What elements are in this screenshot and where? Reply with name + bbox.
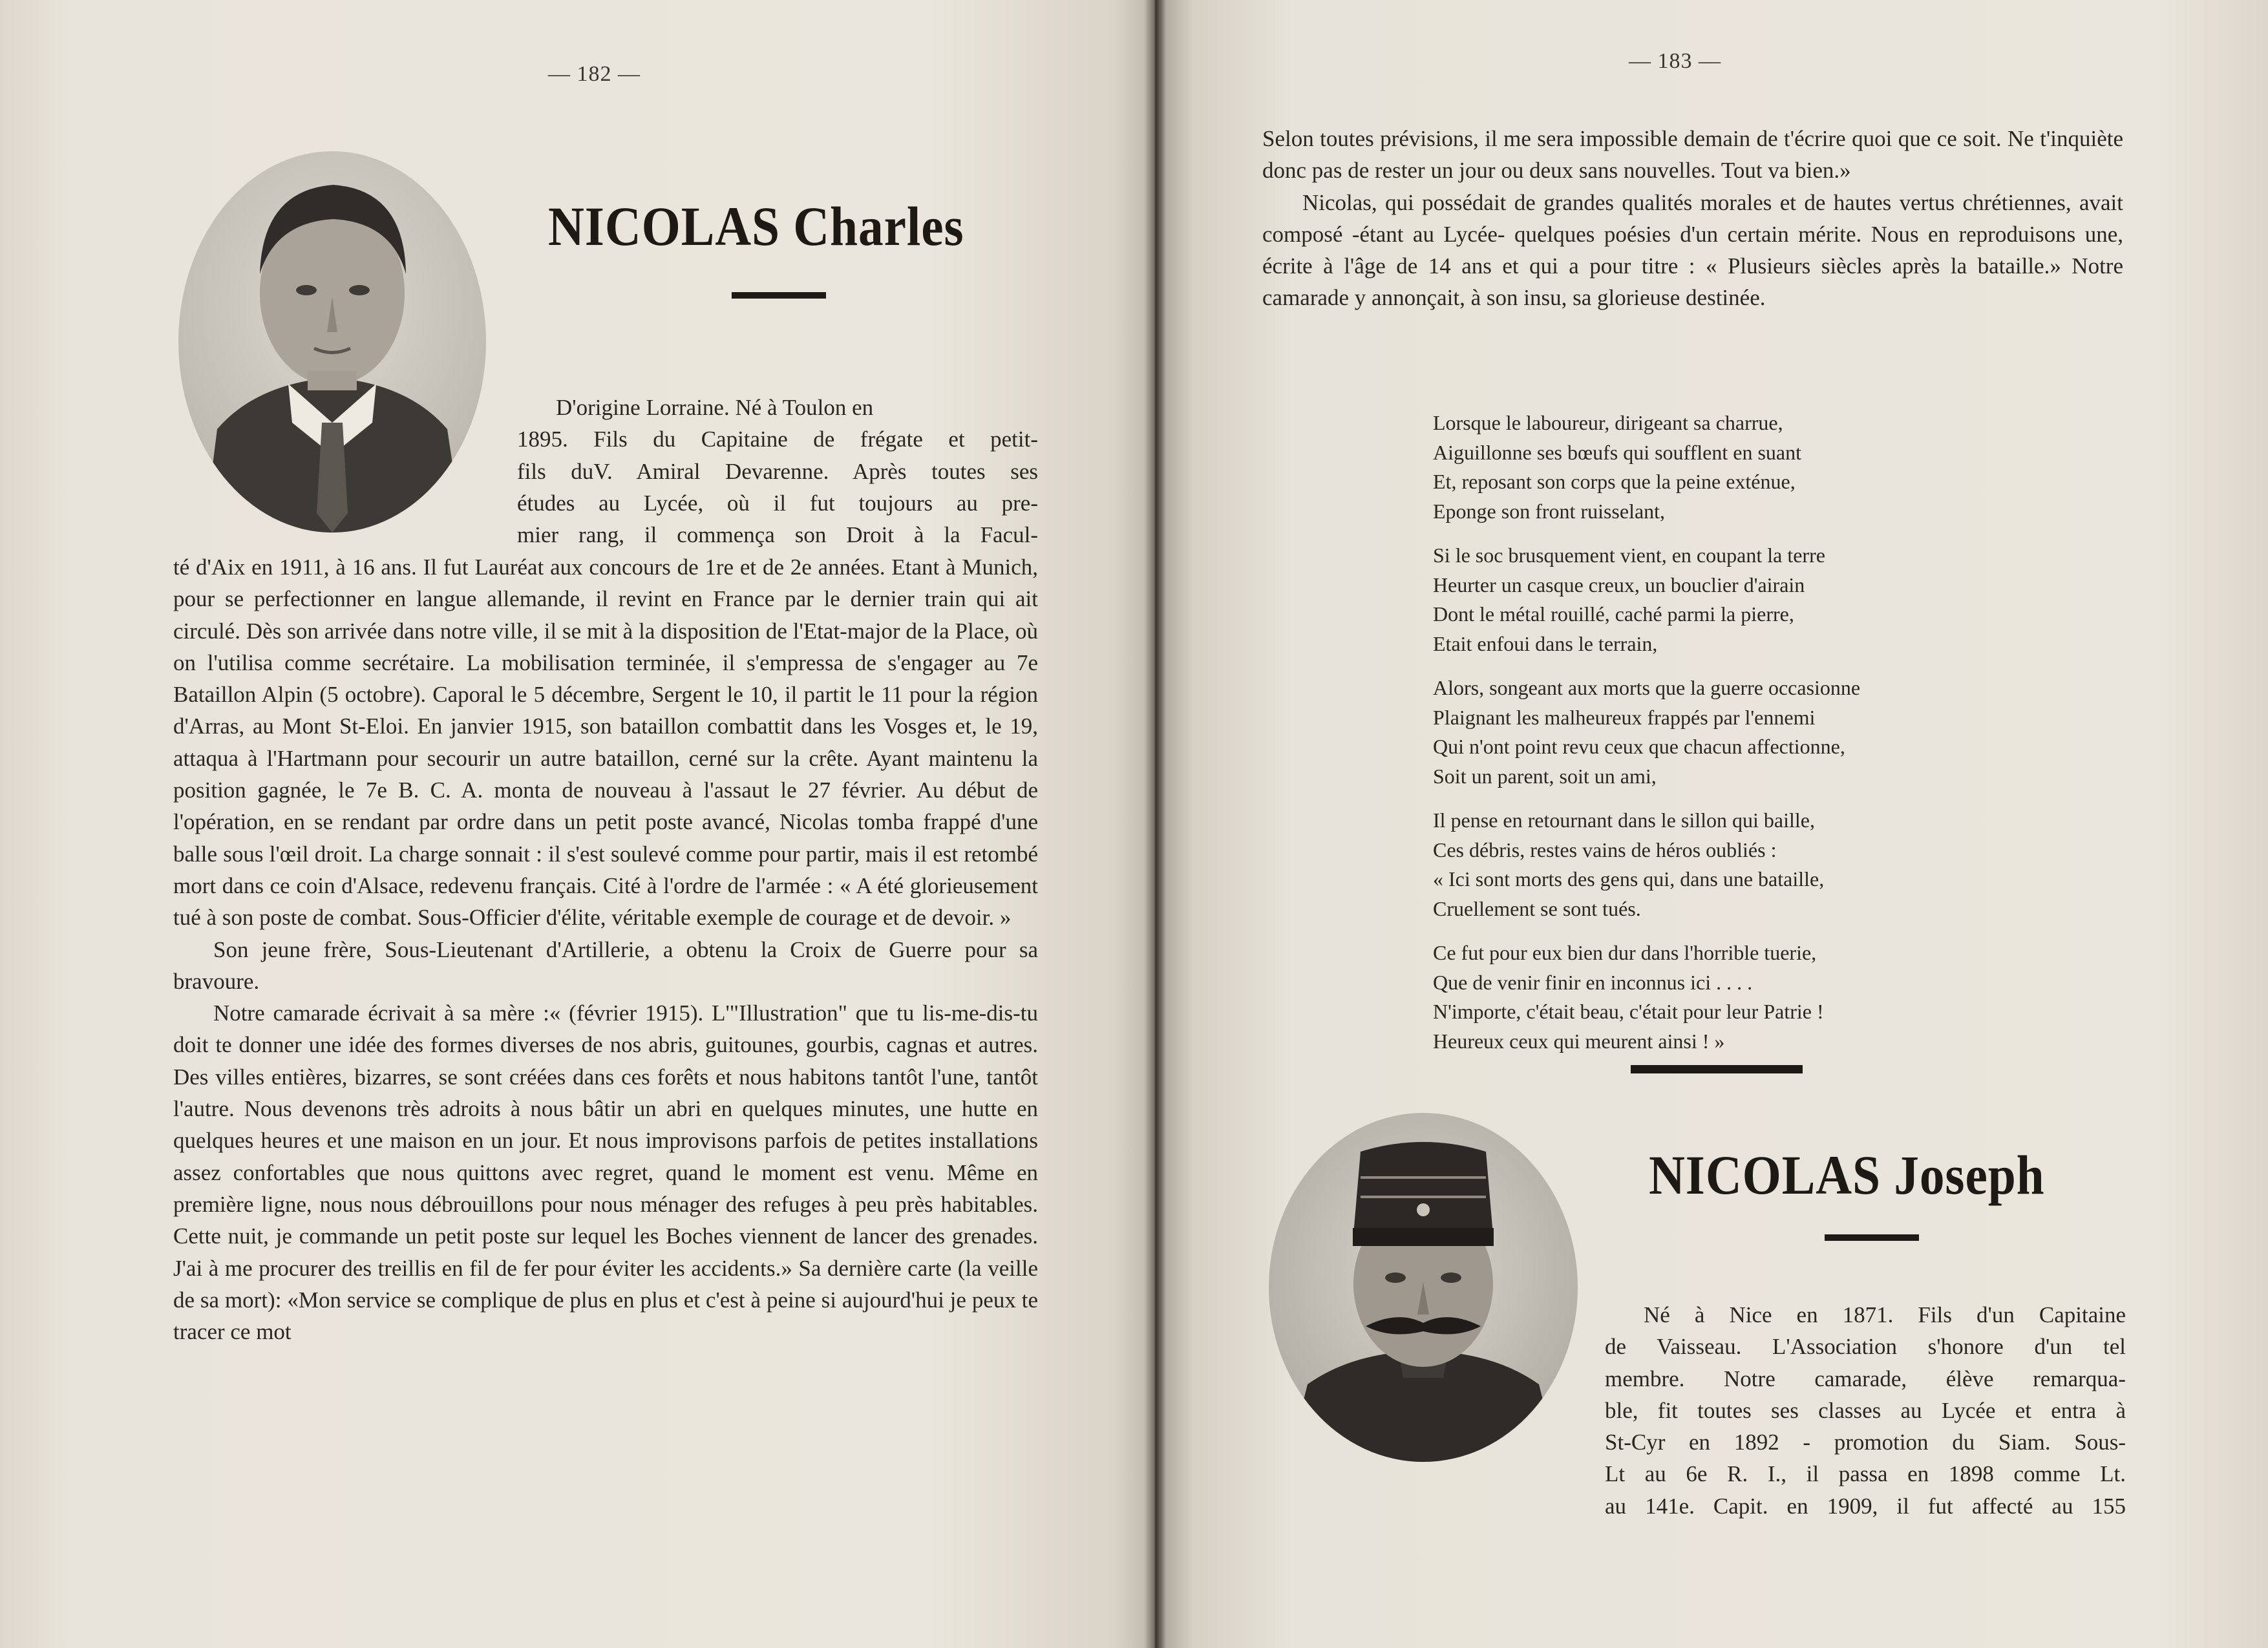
- poem-stanza: [1433, 541, 1860, 659]
- text-line: au 141e. Capit. en 1909, il fut affecté au 155: [1605, 1493, 2126, 1519]
- page-number: — 183 —: [1629, 49, 1721, 73]
- poem-stanza: [1433, 408, 1860, 526]
- paragraph-poetry-intro: Nicolas, qui possédait de grandes qualités morales et de hautes vertus chrétiennes, avait composé -étant au Lycée- quelques poésies d'un certain mérite. Nous en reproduisons une, écrite à l'âge de 14 ans et qui a pour titre : « Plusieurs siècles après la bataille.» Notre camarade y annonçait, à son insu, sa glorieuse destinée.: [1262, 189, 2123, 311]
- title-rule: [732, 292, 826, 299]
- section-divider: [1631, 1065, 1803, 1073]
- poem-line: Etait enfoui dans le terrain,: [1433, 631, 1658, 655]
- book-gutter: [1144, 0, 1166, 1648]
- poem-line: Soit un parent, soit un ami,: [1433, 764, 1657, 788]
- body-text-continued: [1262, 123, 2123, 314]
- bio-text-joseph: [1605, 1299, 2126, 1522]
- paragraph-biography: té d'Aix en 1911, à 16 ans. Il fut Lauréat aux concours de 1re et de 2e années. Etant à Munich, pour se perfectionner en langue allemande, il revint en France par le dernier train qui ait circulé. Dès son arrivée dans notre ville, il se mit à la disposition de l'Etat-major de la Place, où on l'utilisa comme secrétaire. La mobilisation terminée, il s'empressa de s'engager au 7e Bataillon Alpin (5 octobre). Caporal le 5 décembre, Sergent le 10, il partit le 11 pour la région d'Arras, au Mont St-Eloi. En janvier 1915, son bataillon combattit dans les Vosges et, le 19, attaqua à l'Hartmann pour secourir un autre bataillon, cerné sur la crête. Ayant maintenu la position gagnée, le 7e B. C. A. monta de nouveau à l'assaut le 27 février. Au début de l'opération, en se rendant par ordre dans un petit poste avancé, Nicolas tomba frappé d'une balle sous l'œil droit. La charge sonnait : il s'est soulevé comme pour partir, mais il est retombé mort dans ce coin d'Alsace, redevenu français. Cité à l'ordre de l'armée : « A été glorieusement tué à son poste de combat. Sous-Officier d'élite, véritable exemple de courage et de devoir. »: [173, 555, 1038, 931]
- poem-line: Aiguillonne ses bœufs qui soufflent en suant: [1433, 440, 1802, 464]
- poem-stanza: [1433, 806, 1860, 924]
- poem: [1433, 408, 1860, 1071]
- poem-line: Dont le métal rouillé, caché parmi la pierre,: [1433, 602, 1794, 626]
- intro-text-charles: [517, 392, 1038, 551]
- text-line: 1895. Fils du Capitaine de frégate et petit-: [517, 427, 1038, 452]
- paragraph-letter: Notre camarade écrivait à sa mère :« (février 1915). L'"Illustration" que tu lis-me-dis-tu doit te donner une idée des formes diverses de nos abris, guitounes, gourbis, cagnas et autres. Des villes entières, bizarres, se sont créées dans ces forêts et nous habitons tantôt l'une, tantôt l'autre. Nous devenons très adroits à nous bâtir un abri en quelques minutes, une hutte en quelques heures et une maison en un jour. Et nous improvisons parfois de petites installations assez confortables que nous quittons avec regret, quand le moment est venu. Même en première ligne, nous nous débrouillons pour nous ménager des refuges à peu près habitables. Cette nuit, je commande un petit poste sur lequel les Boches viennent de lancer des grenades. J'ai à me procurer des treillis en fil de fer pour éviter les accidents.» Sa dernière carte (la veille de sa mort): «Mon service se complique de plus en plus et c'est à peine si aujourd'hui je peux te tracer ce mot: [173, 1000, 1038, 1345]
- body-text-charles: [173, 551, 1038, 1347]
- right-page: [1160, 0, 2268, 1648]
- person-name-joseph: NICOLAS Joseph: [1649, 1144, 2045, 1206]
- poem-line: Heurter un casque creux, un bouclier d'airain: [1433, 573, 1805, 597]
- text-line: mier rang, il commença son Droit à la Facul-: [517, 522, 1038, 548]
- text-line: D'origine Lorraine. Né à Toulon en: [556, 395, 874, 420]
- text-line: St-Cyr en 1892 - promotion du Siam. Sous-: [1605, 1430, 2126, 1455]
- poem-line: Plaignant les malheureux frappés par l'ennemi: [1433, 705, 1816, 729]
- portrait-charles: [178, 151, 486, 533]
- text-line: Né à Nice en 1871. Fils d'un Capitaine: [1644, 1302, 2126, 1327]
- portrait-joseph-image: [1269, 1113, 1578, 1462]
- poem-line: Eponge son front ruisselant,: [1433, 499, 1666, 523]
- poem-stanza: [1433, 673, 1860, 791]
- poem-line: Lorsque le laboureur, dirigeant sa charrue,: [1433, 411, 1783, 434]
- poem-line: Cruellement se sont tués.: [1433, 896, 1641, 920]
- poem-stanza: [1433, 938, 1860, 1056]
- paragraph-letter-end: Selon toutes prévisions, il me sera impossible demain de t'écrire quoi que ce soit. Ne t'inquiète donc pas de rester un jour ou deux sans nouvelles. Tout va bien.»: [1262, 126, 2123, 184]
- person-name-charles: NICOLAS Charles: [548, 195, 964, 257]
- title-rule: [1825, 1234, 1919, 1241]
- poem-line: « Ici sont morts des gens qui, dans une bataille,: [1433, 867, 1825, 891]
- poem-line: Alors, songeant aux morts que la guerre occasionne: [1433, 676, 1861, 699]
- poem-line: Qui n'ont point revu ceux que chacun affectionne,: [1433, 735, 1845, 758]
- poem-line: Il pense en retournant dans le sillon qui baille,: [1433, 808, 1815, 832]
- portrait-joseph: [1269, 1113, 1578, 1462]
- poem-line: Ces débris, restes vains de héros oubliés :: [1433, 838, 1777, 861]
- poem-line: Que de venir finir en inconnus ici . . . .: [1433, 970, 1753, 994]
- poem-line: N'importe, c'était beau, c'était pour leur Patrie !: [1433, 1000, 1824, 1023]
- poem-line: Ce fut pour eux bien dur dans l'horrible tuerie,: [1433, 941, 1817, 964]
- text-line: études au Lycée, où il fut toujours au pre-: [517, 490, 1038, 516]
- text-line: membre. Notre camarade, élève remarqua-: [1605, 1366, 2126, 1391]
- text-line: de Vaisseau. L'Association s'honore d'un tel: [1605, 1334, 2126, 1360]
- poem-line: Heureux ceux qui meurent ainsi ! »: [1433, 1029, 1725, 1053]
- paragraph-brother: Son jeune frère, Sous-Lieutenant d'Artillerie, a obtenu la Croix de Guerre pour sa bravoure.: [173, 936, 1038, 994]
- page-number: — 182 —: [548, 62, 641, 86]
- poem-line: Et, reposant son corps que la peine exténue,: [1433, 470, 1796, 493]
- portrait-charles-image: [178, 151, 486, 533]
- text-line: Lt au 6e R. I., il passa en 1898 comme Lt.: [1605, 1461, 2126, 1487]
- poem-line: Si le soc brusquement vient, en coupant la terre: [1433, 544, 1825, 567]
- text-line: ble, fit toutes ses classes au Lycée et entra à: [1605, 1397, 2126, 1423]
- text-line: fils duV. Amiral Devarenne. Après toutes ses: [517, 458, 1038, 484]
